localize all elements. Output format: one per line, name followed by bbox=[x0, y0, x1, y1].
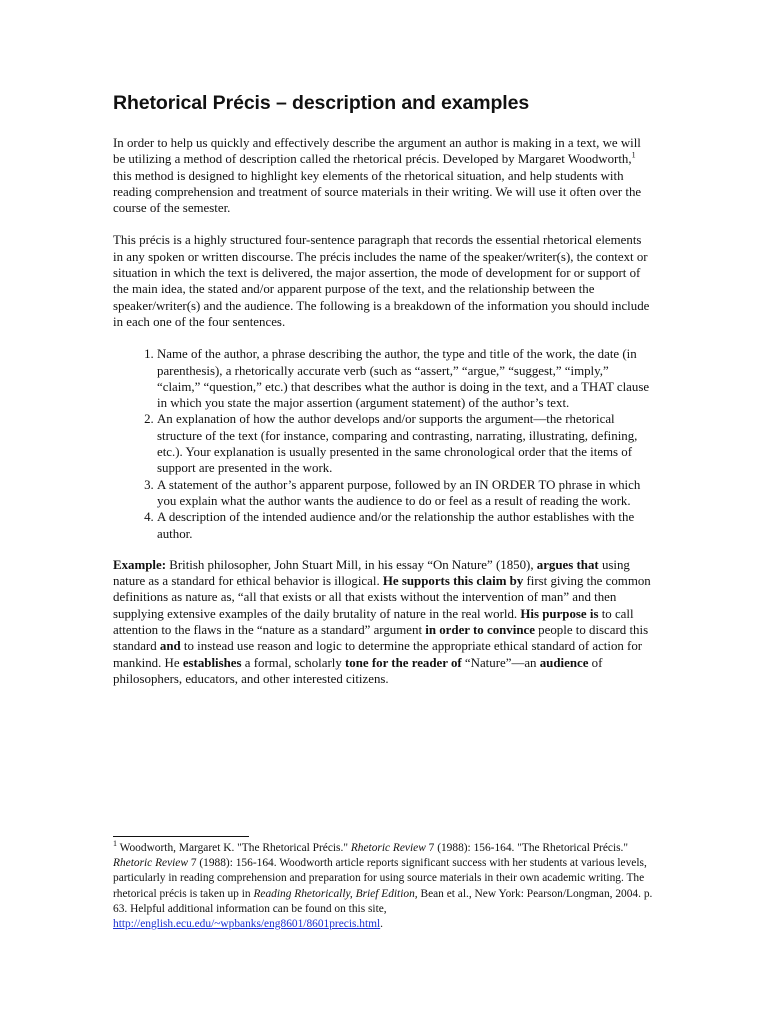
structure-paragraph: This précis is a highly structured four-sentence paragraph that records the essential rhetorical elements in any spoken or written discourse. The précis includes the name of the speaker/writer(s), the context or situation in which the text is delivered, the major assertion, the mode of development for or support of the main idea, the stated and/or apparent purpose of the text, and the relationship between the speaker/writer(s) and the audience. The following is a breakdown of the information you should include in each one of the four sentences. bbox=[113, 233, 650, 329]
example-paragraph bbox=[113, 557, 653, 687]
example-keyword: establishes bbox=[182, 655, 242, 670]
example-text: British philosopher, John Stuart Mill, in his essay “On Nature” (1850), bbox=[166, 557, 537, 572]
intro-text-start: In order to help us quickly and effectively describe the argument an author is making in a text, we will be utilizing a method of description called the rhetorical précis. Developed by Margaret Woodworth, bbox=[113, 136, 641, 167]
page-title: Rhetorical Précis – description and examples bbox=[113, 92, 530, 114]
example-keyword: audience bbox=[539, 655, 589, 670]
example-label: Example: bbox=[113, 557, 166, 572]
footnote-text bbox=[113, 841, 653, 932]
example-keyword: and bbox=[159, 639, 181, 654]
intro-text-end: this method is designed to highlight key elements of the rhetorical situation, and help students with reading comprehension and treatment of source materials in their writing. We will use it often over the course of the semester. bbox=[113, 168, 642, 216]
footnote-marker: 1 bbox=[113, 839, 117, 849]
example-text: people to discard this standard bbox=[113, 623, 649, 654]
example-keyword: tone for the reader of bbox=[345, 655, 462, 670]
footnote-section bbox=[113, 836, 653, 932]
sentence-breakdown-list bbox=[113, 346, 653, 542]
footnote-book-title: Reading Rhetorically, Brief Edition, bbox=[253, 887, 418, 900]
footnote-segment: 7 (1988): 156-164. Woodworth article reports significant success with her students at various levels, particularly in reading comprehension and preparation for using source materials in their own academic writing. The rhetorical précis is taken up in bbox=[113, 857, 647, 900]
footnote-divider bbox=[113, 836, 249, 837]
footnote-journal-title: Rhetoric Review bbox=[113, 857, 188, 870]
footnote-journal-title: Rhetoric Review bbox=[350, 842, 426, 854]
intro-paragraph bbox=[113, 135, 653, 216]
document-page bbox=[113, 92, 653, 703]
example-keyword: His purpose is bbox=[520, 606, 599, 621]
list-item: 2. An explanation of how the author develops and/or supports the argument—the rhetorical structure of the text (for instance, comparing and contrasting, narrating, illustrating, defining, etc.). Your explanation is usually presented in the same chronological order that the items of support are presented in the work. bbox=[157, 411, 653, 476]
footnote-segment: . bbox=[380, 918, 384, 931]
footnote-segment: 7 (1988): 156-164. "The Rhetorical Précis." bbox=[425, 842, 629, 854]
list-item: 4. A description of the intended audience and/or the relationship the author establishes with the author. bbox=[157, 509, 653, 542]
example-text: first giving the common definitions as nature as, “all that exists or all that exists without the intervention of man” and then supplying extensive examples of the daily brutality of nature in the real world. bbox=[113, 574, 651, 621]
example-keyword: argues that bbox=[536, 557, 599, 572]
example-text: to instead use reason and logic to determine the appropriate ethical standard of action for mankind. He bbox=[113, 639, 643, 670]
example-text: “Nature”—an bbox=[461, 655, 540, 670]
footnote-segment: Bean et al., New York: Pearson/Longman, 2004. p. 63. Helpful additional information can be found on this site, bbox=[113, 887, 653, 915]
example-text: to call attention to the flaws in the “nature as a standard” argument bbox=[113, 606, 634, 638]
example-text: using nature as a standard for ethical behavior is illogical. bbox=[113, 557, 630, 589]
example-text: a formal, scholarly bbox=[241, 655, 345, 670]
example-keyword: in order to convince bbox=[425, 623, 535, 638]
list-item: 3. A statement of the author’s apparent purpose, followed by an IN ORDER TO phrase in which you explain what the author wants the audience to do or feel as a result of reading the work. bbox=[157, 477, 653, 510]
example-text: of philosophers, educators, and other interested citizens. bbox=[113, 655, 603, 686]
footnote-ref[interactable]: 1 bbox=[631, 151, 636, 160]
example-keyword: He supports this claim by bbox=[382, 574, 524, 589]
footnote-link[interactable]: http://english.ecu.edu/~wpbanks/eng8601/8601precis.html bbox=[113, 918, 381, 931]
footnote-segment: Woodworth, Margaret K. "The Rhetorical Précis." bbox=[117, 842, 351, 854]
list-item: 1. Name of the author, a phrase describing the author, the type and title of the work, the date (in parenthesis), a rhetorically accurate verb (such as “assert,” “argue,” “suggest,” “imply,” “claim,” “question,” etc.) that describes what the author is doing in the text, and a THAT clause in which you state the major assertion (argument statement) of the author’s text. bbox=[157, 346, 653, 411]
